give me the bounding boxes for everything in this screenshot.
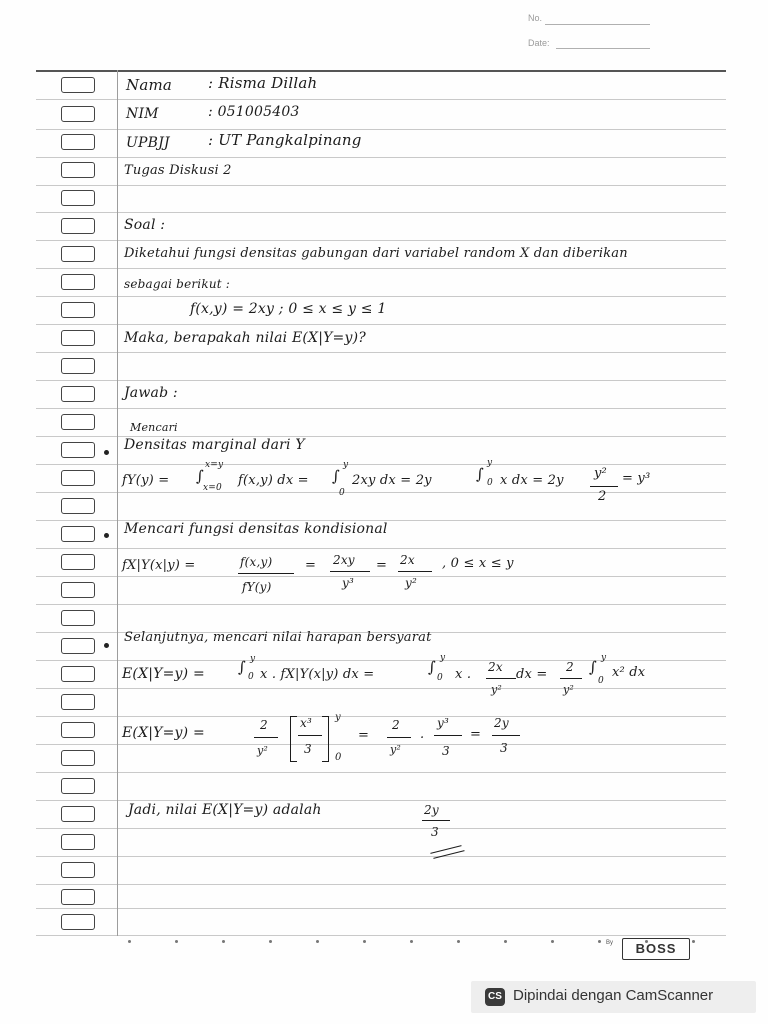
step4-bracket-num: x³ bbox=[300, 716, 312, 730]
task-title: Tugas Diskusi 2 bbox=[124, 163, 232, 178]
step4-frac2-den: y² bbox=[390, 743, 402, 756]
rule bbox=[36, 464, 726, 465]
no-line bbox=[545, 24, 650, 25]
step1-title: Densitas marginal dari Y bbox=[124, 437, 305, 453]
rule bbox=[36, 240, 726, 241]
step2-frac1-den: fY(y) bbox=[242, 580, 272, 594]
rule bbox=[36, 548, 726, 549]
fraction-bar bbox=[238, 573, 294, 574]
step4-frac2-num: 2 bbox=[392, 718, 400, 732]
step1-int-body: f(x,y) dx = bbox=[238, 473, 309, 488]
top-rule bbox=[36, 70, 726, 72]
step4-lhs: E(X|Y=y) = bbox=[122, 725, 205, 741]
step2-frac1-num: f(x,y) bbox=[240, 555, 273, 569]
soal-line-2: sebagai berikut : bbox=[124, 277, 231, 291]
step2-frac2-num: 2xy bbox=[333, 553, 355, 567]
dot bbox=[457, 940, 460, 943]
integral-icon: ∫ bbox=[589, 658, 598, 676]
rule bbox=[36, 492, 726, 493]
row-checkbox bbox=[61, 610, 95, 626]
camscanner-watermark bbox=[471, 981, 756, 1013]
soal-heading: Soal : bbox=[124, 217, 166, 233]
fraction-bar bbox=[492, 735, 520, 736]
step1-int3-upper: y bbox=[487, 458, 493, 468]
row-checkbox bbox=[61, 162, 95, 178]
camscanner-text: Dipindai dengan CamScanner bbox=[513, 987, 714, 1004]
step1-int2-upper: y bbox=[343, 460, 349, 470]
step2-lhs: fX|Y(x|y) = bbox=[122, 558, 196, 573]
step3-int3-body: x² dx bbox=[612, 665, 646, 680]
rule bbox=[36, 828, 726, 829]
dot bbox=[316, 940, 319, 943]
step2-domain: , 0 ≤ x ≤ y bbox=[442, 556, 514, 571]
rule bbox=[36, 856, 726, 857]
rule bbox=[36, 604, 726, 605]
dot bbox=[410, 940, 413, 943]
step3-frac2-den: y² bbox=[563, 683, 575, 696]
fraction-bar bbox=[434, 735, 462, 736]
date-label: Date: bbox=[528, 38, 550, 48]
step3-int3-upper: y bbox=[601, 653, 607, 663]
fraction-bar bbox=[486, 678, 516, 679]
rule bbox=[36, 884, 726, 885]
step3-int2-lower: 0 bbox=[437, 673, 443, 683]
conclusion-num: 2y bbox=[424, 803, 439, 817]
dot bbox=[692, 940, 695, 943]
jawab-heading: Jawab : bbox=[124, 385, 178, 401]
row-checkbox bbox=[61, 470, 95, 486]
brand-logo: BOSS bbox=[622, 938, 690, 960]
row-checkbox bbox=[61, 218, 95, 234]
dot bbox=[363, 940, 366, 943]
row-checkbox bbox=[61, 274, 95, 290]
row-checkbox bbox=[61, 582, 95, 598]
step3-frac-num: 2x bbox=[488, 660, 503, 674]
row-checkbox bbox=[61, 666, 95, 682]
step4-eq2: = bbox=[470, 727, 482, 742]
step1-lhs: fY(y) = bbox=[122, 473, 170, 488]
step4-eq1: = bbox=[358, 728, 370, 743]
integral-icon: ∫ bbox=[476, 465, 485, 483]
rule bbox=[36, 129, 726, 130]
step2-eq2: = bbox=[376, 558, 388, 573]
step3-frac-den: y² bbox=[491, 683, 503, 696]
fraction-bar bbox=[298, 735, 322, 736]
step4-frac-den: y² bbox=[257, 744, 269, 757]
step4-frac4-num: 2y bbox=[494, 716, 509, 730]
rule bbox=[36, 908, 726, 909]
fraction-bar bbox=[422, 820, 450, 821]
step1-int-lower: x=0 bbox=[203, 483, 222, 493]
soal-line-1: Diketahui fungsi densitas gabungan dari variabel random X dan diberikan bbox=[124, 246, 628, 261]
rule bbox=[36, 688, 726, 689]
left-bracket bbox=[290, 716, 297, 762]
step2-frac3-den: y² bbox=[405, 576, 417, 590]
step4-frac3-den: 3 bbox=[442, 744, 450, 758]
rule bbox=[36, 185, 726, 186]
no-label: No. bbox=[528, 13, 543, 23]
row-checkbox bbox=[61, 442, 95, 458]
step1-int3-lower: 0 bbox=[487, 478, 493, 488]
step2-eq1: = bbox=[305, 558, 317, 573]
step4-lower: 0 bbox=[335, 752, 342, 763]
step1-int3-body: x dx = 2y bbox=[500, 473, 564, 488]
step2-title: Mencari fungsi densitas kondisional bbox=[124, 521, 388, 537]
row-checkbox bbox=[61, 834, 95, 850]
conclusion-text: Jadi, nilai E(X|Y=y) adalah bbox=[128, 802, 322, 818]
fraction-bar bbox=[330, 571, 370, 572]
step3-int3-lower: 0 bbox=[598, 676, 604, 686]
rule bbox=[36, 576, 726, 577]
fraction-bar bbox=[254, 737, 278, 738]
row-checkbox bbox=[61, 889, 95, 905]
step4-frac3-num: y³ bbox=[437, 716, 449, 730]
bullet-dot bbox=[104, 533, 109, 538]
step3-int2-upper: y bbox=[440, 653, 446, 663]
step2-frac3-num: 2x bbox=[400, 553, 415, 567]
dot bbox=[128, 940, 131, 943]
rule bbox=[36, 660, 726, 661]
dot bbox=[269, 940, 272, 943]
rule bbox=[36, 268, 726, 269]
row-checkbox bbox=[61, 246, 95, 262]
upbjj-value: : UT Pangkalpinang bbox=[208, 131, 362, 149]
integral-icon: ∫ bbox=[196, 467, 205, 485]
nama-value: : Risma Dillah bbox=[208, 74, 318, 92]
step3-int1-upper: y bbox=[250, 654, 256, 664]
step2-frac2-den: y³ bbox=[342, 576, 354, 590]
fraction-bar bbox=[387, 737, 411, 738]
conclusion-den: 3 bbox=[431, 825, 439, 839]
step1-frac-num: y² bbox=[594, 466, 607, 481]
soal-formula: f(x,y) = 2xy ; 0 ≤ x ≤ y ≤ 1 bbox=[190, 301, 387, 317]
step1-int-upper: x=y bbox=[205, 460, 224, 470]
rule bbox=[36, 935, 726, 936]
bullet-dot bbox=[104, 450, 109, 455]
brand-small-text: By bbox=[606, 940, 614, 946]
row-checkbox bbox=[61, 778, 95, 794]
rule bbox=[36, 380, 726, 381]
nim-label: NIM bbox=[126, 106, 159, 122]
step3-int1-lower: 0 bbox=[248, 672, 254, 682]
step4-frac-num: 2 bbox=[260, 718, 268, 732]
row-checkbox bbox=[61, 806, 95, 822]
step4-dot: . bbox=[420, 727, 425, 742]
step4-bracket-den: 3 bbox=[304, 742, 312, 756]
row-checkbox bbox=[61, 190, 95, 206]
upbjj-label: UPBJJ bbox=[126, 135, 170, 151]
row-checkbox bbox=[61, 862, 95, 878]
step1-small: Mencari bbox=[130, 421, 178, 434]
row-checkbox bbox=[61, 386, 95, 402]
nama-label: Nama bbox=[126, 76, 173, 94]
row-checkbox bbox=[61, 694, 95, 710]
rule bbox=[36, 744, 726, 745]
date-line bbox=[556, 48, 650, 49]
rule bbox=[36, 157, 726, 158]
integral-icon: ∫ bbox=[238, 658, 247, 676]
rule bbox=[36, 324, 726, 325]
row-checkbox bbox=[61, 498, 95, 514]
row-checkbox bbox=[61, 302, 95, 318]
row-checkbox bbox=[61, 358, 95, 374]
nim-value: : 051005403 bbox=[208, 104, 300, 120]
margin-line bbox=[117, 70, 118, 936]
step3-int1-body: x . fX|Y(x|y) dx = bbox=[260, 667, 375, 682]
row-checkbox bbox=[61, 638, 95, 654]
camscanner-logo-icon: CS bbox=[485, 988, 505, 1006]
row-checkbox bbox=[61, 554, 95, 570]
row-checkbox bbox=[61, 914, 95, 930]
integral-icon: ∫ bbox=[332, 467, 341, 485]
step3-lhs: E(X|Y=y) = bbox=[122, 666, 205, 682]
dot bbox=[504, 940, 507, 943]
row-checkbox bbox=[61, 330, 95, 346]
fraction-bar bbox=[398, 571, 432, 572]
row-checkbox bbox=[61, 722, 95, 738]
step1-int2-body: 2xy dx = 2y bbox=[352, 473, 432, 488]
row-checkbox bbox=[61, 750, 95, 766]
step4-upper: y bbox=[335, 712, 341, 723]
step1-result: = y³ bbox=[622, 471, 651, 486]
fraction-bar bbox=[560, 678, 582, 679]
step3-int2-body: x . bbox=[455, 667, 472, 682]
rule bbox=[36, 352, 726, 353]
soal-question: Maka, berapakah nilai E(X|Y=y)? bbox=[124, 330, 366, 346]
bullet-dot bbox=[104, 643, 109, 648]
dot bbox=[222, 940, 225, 943]
rule bbox=[36, 716, 726, 717]
row-checkbox bbox=[61, 106, 95, 122]
step3-title: Selanjutnya, mencari nilai harapan bersyarat bbox=[124, 630, 432, 645]
rule bbox=[36, 99, 726, 100]
right-bracket bbox=[322, 716, 329, 762]
fraction-bar bbox=[590, 486, 618, 487]
row-checkbox bbox=[61, 526, 95, 542]
rule bbox=[36, 800, 726, 801]
row-checkbox bbox=[61, 77, 95, 93]
rule bbox=[36, 408, 726, 409]
step1-int2-lower: 0 bbox=[339, 488, 345, 498]
rule bbox=[36, 772, 726, 773]
integral-icon: ∫ bbox=[428, 658, 437, 676]
dot bbox=[175, 940, 178, 943]
step4-frac4-den: 3 bbox=[500, 741, 508, 755]
dot bbox=[598, 940, 601, 943]
row-checkbox bbox=[61, 134, 95, 150]
rule bbox=[36, 296, 726, 297]
row-checkbox bbox=[61, 414, 95, 430]
step3-dx: dx = bbox=[516, 667, 548, 682]
step3-frac2-num: 2 bbox=[566, 660, 574, 674]
step1-frac-den: 2 bbox=[598, 489, 607, 504]
rule bbox=[36, 212, 726, 213]
dot bbox=[551, 940, 554, 943]
